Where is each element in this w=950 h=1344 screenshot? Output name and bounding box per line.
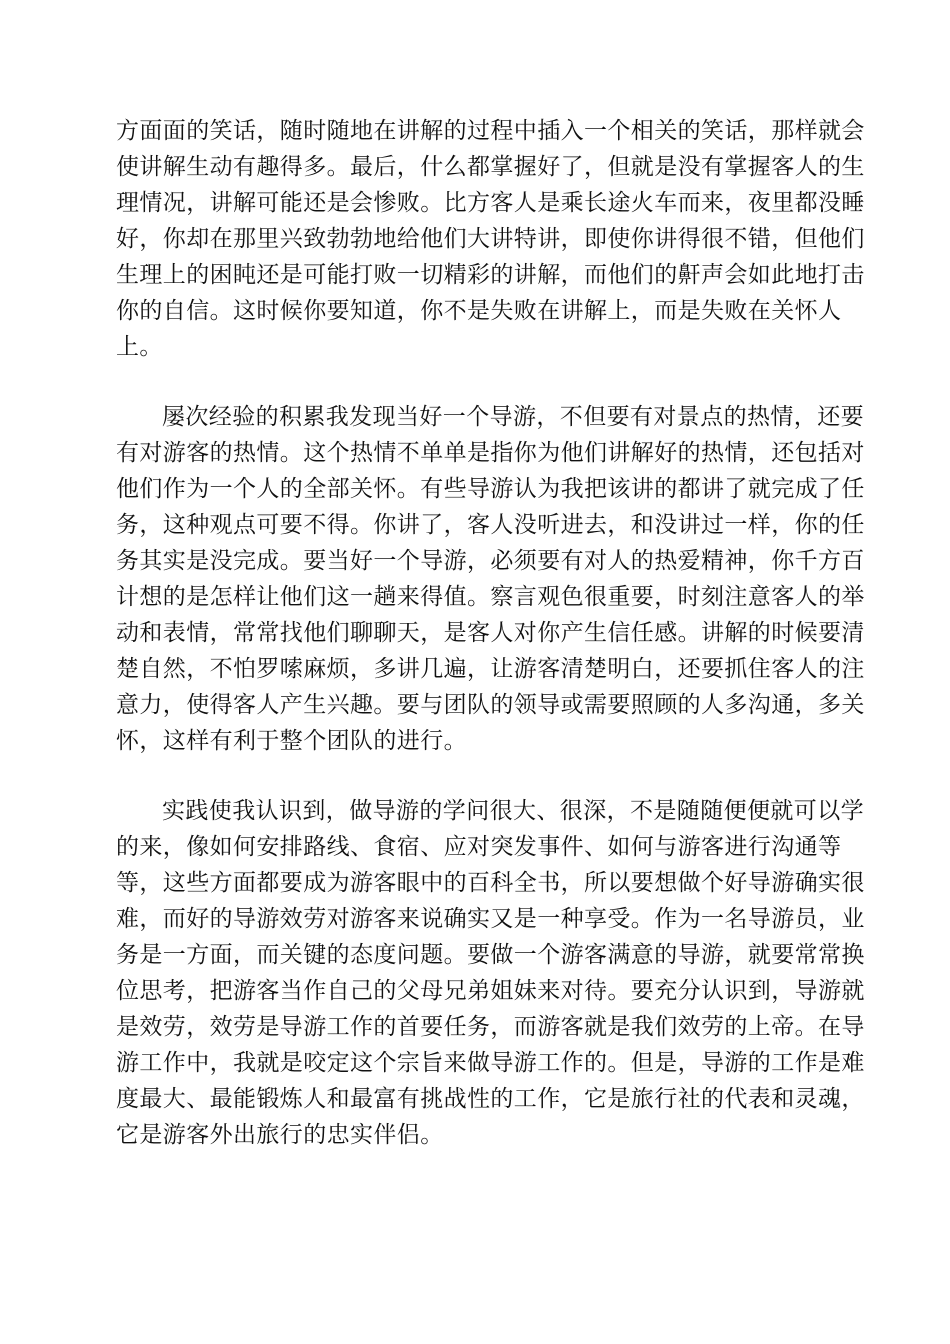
- text-line: 方面面的笑话，随时随地在讲解的过程中插入一个相关的笑话，那样就会: [116, 118, 865, 144]
- text-line: 有对游客的热情。这个热情不单单是指你为他们讲解好的热情，还包括对: [116, 440, 865, 466]
- text-line: 你的自信。这时候你要知道，你不是失败在讲解上，而是失败在关怀人: [116, 298, 842, 324]
- text-line: 屡次经验的积累我发现当好一个导游，不但要有对景点的热情，还要: [162, 404, 864, 430]
- text-line: 理情况，讲解可能还是会惨败。比方客人是乘长途火车而来，夜里都没睡: [116, 190, 865, 216]
- text-line: 难，而好的导游效劳对游客来说确实又是一种享受。作为一名导游员，业: [116, 906, 865, 932]
- text-line: 它是游客外出旅行的忠实伴侣。: [116, 1122, 444, 1148]
- text-line: 楚自然，不怕罗嗦麻烦，多讲几遍，让游客清楚明白，还要抓住客人的注: [116, 656, 865, 682]
- text-line: 务是一方面，而关键的态度问题。要做一个游客满意的导游，就要常常换: [116, 942, 865, 968]
- paragraph-2: [116, 399, 865, 759]
- text-line: 务，这种观点可要不得。你讲了，客人没听进去，和没讲过一样，你的任: [116, 512, 865, 538]
- text-line: 是效劳，效劳是导游工作的首要任务，而游客就是我们效劳的上帝。在导: [116, 1014, 865, 1040]
- text-line: 意力，使得客人产生兴趣。要与团队的领导或需要照顾的人多沟通，多关: [116, 692, 865, 718]
- text-line: 的来，像如何安排路线、食宿、应对突发事件、如何与游客进行沟通等: [116, 834, 842, 860]
- text-line: 实践使我认识到，做导游的学问很大、很深，不是随随便便就可以学: [162, 798, 864, 824]
- text-line: 他们作为一个人的全部关怀。有些导游认为我把该讲的都讲了就完成了任: [116, 476, 865, 502]
- document-body: [116, 113, 865, 1153]
- text-line: 计想的是怎样让他们这一趟来得值。察言观色很重要，时刻注意客人的举: [116, 584, 865, 610]
- text-line: 怀，这样有利于整个团队的进行。: [116, 728, 467, 754]
- text-line: 使讲解生动有趣得多。最后，什么都掌握好了，但就是没有掌握客人的生: [116, 154, 865, 180]
- text-line: 好，你却在那里兴致勃勃地给他们大讲特讲，即使你讲得很不错，但他们: [116, 226, 865, 252]
- paragraph-1: [116, 113, 865, 365]
- text-line: 位思考，把游客当作自己的父母兄弟姐妹来对待。要充分认识到，导游就: [116, 978, 865, 1004]
- text-line: 度最大、最能锻炼人和最富有挑战性的工作，它是旅行社的代表和灵魂，: [116, 1086, 865, 1112]
- text-line: 动和表情，常常找他们聊聊天，是客人对你产生信任感。讲解的时候要清: [116, 620, 865, 646]
- text-line: 游工作中，我就是咬定这个宗旨来做导游工作的。但是，导游的工作是难: [116, 1050, 865, 1076]
- text-line: 生理上的困盹还是可能打败一切精彩的讲解，而他们的鼾声会如此地打击: [116, 262, 865, 288]
- text-line: 上。: [116, 334, 163, 360]
- paragraph-3: [116, 793, 865, 1153]
- text-line: 务其实是没完成。要当好一个导游，必须要有对人的热爱精神，你千方百: [116, 548, 865, 574]
- text-line: 等，这些方面都要成为游客眼中的百科全书，所以要想做个好导游确实很: [116, 870, 865, 896]
